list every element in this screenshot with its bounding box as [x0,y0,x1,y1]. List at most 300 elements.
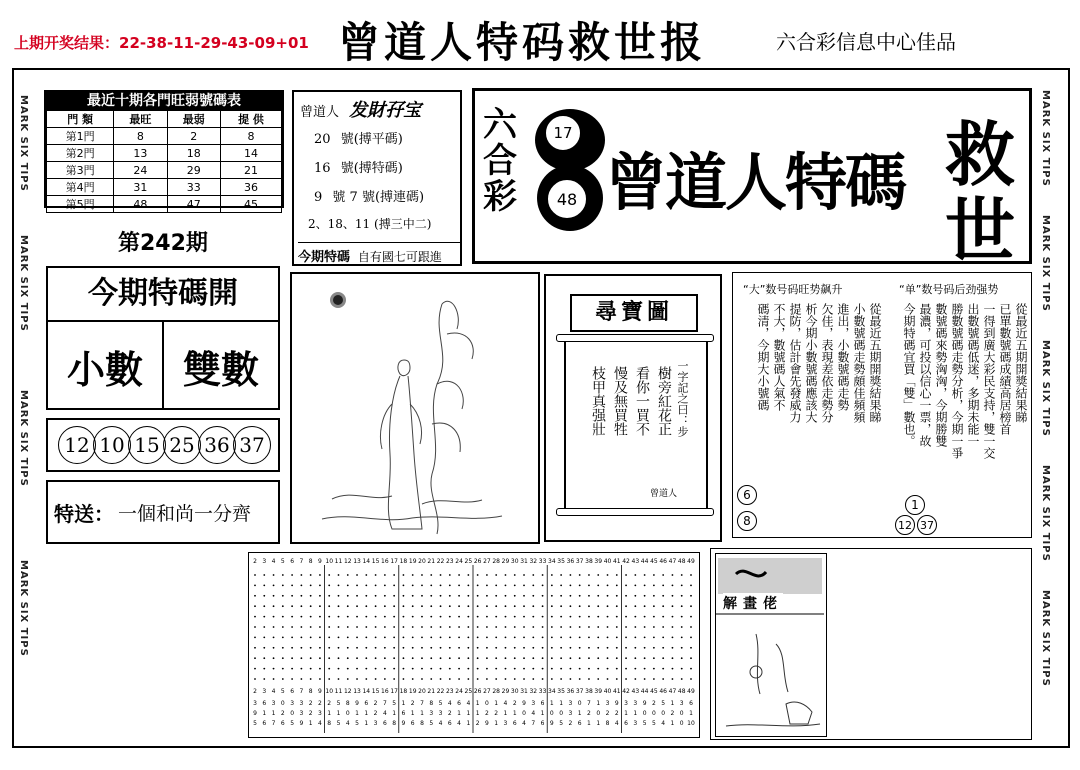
grid-dot [634,668,636,670]
table-cell: 第1門 [47,128,114,145]
grid-number: 1 [596,700,601,707]
grid-dot [384,657,386,659]
grid-dot [347,616,349,618]
grid-dot [300,678,302,680]
grid-dot [310,626,312,628]
fortune-line: 16 號(搏特碼) [314,161,403,176]
grid-tick-label: 25 [464,558,473,565]
grid-dot [597,605,599,607]
treasure-col: 枝甲真强壯 [590,366,606,436]
grid-dot [440,585,442,587]
grid-dot [440,668,442,670]
grid-dot [273,595,275,597]
number-ball: 25 [163,426,201,464]
grid-dot [505,595,507,597]
grid-dot [273,616,275,618]
grid-tick-label: 33 [538,558,547,565]
grid-dot [263,637,265,639]
table-cell: 48 [114,196,167,213]
grid-dot [644,678,646,680]
grid-dot [291,668,293,670]
grid-dot [690,657,692,659]
grid-dot [625,616,627,618]
grid-dot [347,678,349,680]
table-cell: 第5門 [47,196,114,213]
grid-tick-label: 20 [418,688,426,695]
grid-dot [477,668,479,670]
grid-dot [356,657,358,659]
grid-dot [634,605,636,607]
grid-dot [328,668,330,670]
grid-dot [551,574,553,576]
grid-dot [662,626,664,628]
grid-dot [365,637,367,639]
grid-dot [356,647,358,649]
banner-title: 曾道人特碼 [605,146,906,219]
analysis-right-heading: “单”数号码后劲强势 [899,283,999,296]
grid-dot [384,668,386,670]
grid-dot [570,647,572,649]
grid-dot [477,616,479,618]
grid-dot [412,605,414,607]
table-row [47,179,282,196]
table-cell: 36 [220,179,281,196]
grid-dot [551,647,553,649]
grid-tick-label: 36 [566,688,575,695]
grid-dot [579,574,581,576]
grid-number: 7 [587,700,591,707]
grid-number: 4 [614,720,619,727]
grid-dot [542,626,544,628]
grid-dot [607,574,609,576]
grid-dot [458,668,460,670]
grid-dot [356,668,358,670]
grid-dot [393,585,395,587]
grid-dot [560,637,562,639]
grid-number: 8 [327,720,332,727]
grid-number: 0 [577,700,582,707]
grid-dot [291,657,293,659]
grid-tick-label: 7 [299,688,304,695]
grid-number: 1 [410,710,415,717]
grid-number: 3 [271,700,276,707]
grid-dot [588,647,590,649]
grid-dot [477,595,479,597]
grid-dot [263,585,265,587]
grid-dot [560,585,562,587]
grid-dot [449,678,451,680]
grid-dot [532,678,534,680]
grid-dot [356,585,358,587]
grid-dot [495,678,497,680]
grid-tick-label: 12 [343,688,352,695]
grid-tick-label: 28 [492,558,501,565]
grid-number: 2 [485,710,489,717]
grid-dot [273,605,275,607]
grid-dot [597,647,599,649]
grid-tick-label: 48 [677,558,686,565]
grid-dot [449,668,451,670]
grid-dot [542,605,544,607]
prev-result-numbers: 22-38-11-29-43-09+01 [119,34,309,52]
grid-tick-label: 24 [455,688,463,695]
grid-dot [365,585,367,587]
grid-dot [440,616,442,618]
grid-dot [384,647,386,649]
grid-dot [597,637,599,639]
grid-dot [467,626,469,628]
grid-dot [625,585,627,587]
grid-dot [458,637,460,639]
lady-illustration [292,274,538,542]
grid-dot [495,585,497,587]
grid-dot [625,595,627,597]
grid-dot [607,678,609,680]
grid-number: 2 [587,710,591,717]
grid-dot [597,626,599,628]
grid-dot [273,626,275,628]
grid-dot [542,647,544,649]
grid-number: 3 [503,720,508,727]
grid-dot [681,637,683,639]
grid-dot [393,605,395,607]
grid-dot [570,585,572,587]
grid-dot [291,605,293,607]
puzzle-title: 解畫佬 [723,593,783,613]
grid-dot [403,637,405,639]
grid-number: 1 [475,710,480,717]
puzzle-illustration [716,554,824,734]
table-cell: 8 [114,128,167,145]
grid-number: 3 [568,710,573,717]
stats-table-box [44,90,284,211]
grid-tick-label: 43 [631,688,640,695]
analysis-circle: 8 [737,511,757,531]
grid-dot [449,626,451,628]
fortune-box [292,90,462,266]
grid-dot [338,668,340,670]
grid-dot [560,605,562,607]
grid-dot [421,605,423,607]
grid-tick-label: 9 [318,558,322,565]
grid-dot [644,574,646,576]
grid-number: 1 [262,710,267,717]
grid-number: 1 [633,710,638,717]
grid-dot [532,647,534,649]
watermark: MARK SIX TIPS [18,390,29,487]
grid-number: 0 [290,710,295,717]
grid-dot [412,678,414,680]
grid-number: 3 [633,720,638,727]
fortune-line: 20 號(搏平碼) [314,132,403,147]
grid-dot [338,574,340,576]
grid-dot [300,637,302,639]
numbers-box [46,418,280,472]
grid-number: 3 [624,700,628,707]
grid-number: 8 [429,700,434,707]
analysis-right-col: 今期特碼宜買「雙」數也。 [902,303,916,447]
grid-dot [403,668,405,670]
grid-dot [495,595,497,597]
grid-tick-label: 6 [290,688,295,695]
grid-dot [263,668,265,670]
table-cell: 47 [167,196,220,213]
grid-dot [291,647,293,649]
scroll-roll-top [556,334,714,342]
grid-dot [588,605,590,607]
grid-tick-label: 16 [381,558,389,565]
grid-dot [644,616,646,618]
grid-dot [588,657,590,659]
grid-dot [403,647,405,649]
grid-dot [653,605,655,607]
grid-dot [551,626,553,628]
grid-dot [570,616,572,618]
grid-number: 1 [689,710,693,717]
grid-dot [607,668,609,670]
grid-number: 3 [290,700,295,707]
watermark: MARK SIX TIPS [1040,215,1051,312]
grid-dot [588,574,590,576]
grid-tick-label: 20 [418,558,426,565]
grid-dot [690,637,692,639]
grid-dot [662,678,664,680]
grid-dot [347,585,349,587]
grid-dot [254,585,256,587]
analysis-left-col: 從最近五期開獎結果睇 [868,303,882,423]
grid-dot [514,595,516,597]
grid-dot [514,657,516,659]
grid-tick-label: 38 [585,688,593,695]
grid-dot [505,585,507,587]
special-send-label: 特送： [54,501,114,526]
grid-number: 4 [661,720,666,727]
grid-dot [579,647,581,649]
grid-dot [644,626,646,628]
grid-dot [486,657,488,659]
grid-dot [607,626,609,628]
fortune-line: 2、18、11 (搏三中二) [308,217,432,231]
grid-tick-label: 5 [280,688,285,695]
grid-dot [495,657,497,659]
grid-dot [421,647,423,649]
grid-number: 9 [549,720,554,727]
grid-number: 4 [503,700,508,707]
grid-dot [449,595,451,597]
grid-dot [282,626,284,628]
grid-dot [542,595,544,597]
grid-dot [440,647,442,649]
grid-dot [505,616,507,618]
special-open-right: 雙數 [182,347,259,392]
grid-dot [644,637,646,639]
grid-dot [467,585,469,587]
grid-number: 2 [308,710,313,717]
grid-dot [347,657,349,659]
watermark: MARK SIX TIPS [1040,90,1051,187]
grid-dot [282,574,284,576]
grid-dot [514,626,516,628]
analysis-right-col: 已單數號碼成績高居榜首 [998,303,1012,435]
grid-number: 1 [308,720,313,727]
table-header: 最弱 [167,111,220,128]
grid-dot [449,616,451,618]
grid-dot [384,605,386,607]
grid-number: 7 [420,700,424,707]
grid-dot [282,668,284,670]
grid-dot [570,657,572,659]
grid-dot [505,678,507,680]
grid-number: 3 [318,710,322,717]
grid-dot [328,678,330,680]
grid-dot [393,668,395,670]
grid-dot [310,616,312,618]
grid-dot [300,574,302,576]
prev-result [14,32,309,53]
watermark: MARK SIX TIPS [18,95,29,192]
grid-dot [310,595,312,597]
grid-number: 2 [447,710,452,717]
grid-dot [338,637,340,639]
grid-dot [634,616,636,618]
grid-dot [690,616,692,618]
analysis-left-col: 提防，估計會先發威力 [788,303,802,423]
grid-dot [440,605,442,607]
grid-number: 5 [355,720,359,727]
grid-dot [542,585,544,587]
grid-tick-label: 39 [594,688,603,695]
grid-dot [662,595,664,597]
grid-dot [338,616,340,618]
grid-dot [449,637,451,639]
grid-dot [588,626,590,628]
grid-dot [458,626,460,628]
table-cell: 第2門 [47,145,114,162]
table-header: 提 供 [220,111,281,128]
grid-dot [607,647,609,649]
grid-dot [467,616,469,618]
grid-dot [672,647,674,649]
issue-number: 第242期 [118,231,208,256]
grid-dot [560,647,562,649]
grid-dot [365,595,367,597]
grid-dot [347,574,349,576]
grid-dot [300,626,302,628]
grid-number: 3 [299,710,304,717]
grid-dot [300,585,302,587]
grid-dot [375,595,377,597]
grid-dot [514,668,516,670]
grid-tick-label: 47 [668,558,677,565]
puzzle-box [710,548,1032,740]
grid-number: 0 [679,710,684,717]
grid-number: 0 [596,710,601,717]
grid-dot [570,678,572,680]
grid-dot [393,637,395,639]
grid-number: 3 [568,700,573,707]
grid-dot [672,585,674,587]
grid-dot [458,616,460,618]
table-header: 門 類 [47,111,114,128]
grid-number: 0 [642,710,647,717]
grid-dot [421,657,423,659]
grid-dot [393,574,395,576]
grid-dot [514,647,516,649]
grid-dot [523,637,525,639]
special-send-text: 一個和尚一分齊 [118,502,252,525]
grid-number: 1 [466,710,471,717]
grid-number: 4 [522,720,526,727]
grid-number: 2 [670,710,675,717]
grid-tick-label: 26 [473,558,482,565]
grid-dot [356,595,358,597]
grid-number: 6 [382,720,387,727]
grid-tick-label: 41 [612,688,621,695]
grid-dot [579,595,581,597]
grid-dot [263,626,265,628]
grid-number: 2 [475,720,480,727]
grid-dot [254,574,256,576]
grid-tick-label: 14 [362,558,371,565]
grid-tick-label: 33 [538,688,547,695]
grid-tick-label: 26 [473,688,482,695]
grid-dot [458,678,460,680]
grid-dot [254,637,256,639]
grid-dot [588,637,590,639]
analysis-box [732,272,1032,538]
grid-dot [328,657,330,659]
grid-dot [319,668,321,670]
grid-dot [579,668,581,670]
grid-dot [375,574,377,576]
grid-number: 5 [559,720,564,727]
grid-dot [579,626,581,628]
grid-dot [458,595,460,597]
grid-dot [486,647,488,649]
grid-number: 9 [485,720,489,727]
grid-dot [570,574,572,576]
grid-dot [616,657,618,659]
grid-dot [273,647,275,649]
analysis-left-col: 不大，數號碼人氣不 [772,303,786,411]
grid-number: 1 [577,710,582,717]
grid-tick-label: 11 [334,558,343,565]
analysis-circle: 12 [895,515,915,535]
grid-number: 6 [364,700,369,707]
fortune-footer: 今期特碼 自有國七可跟進 [298,242,460,265]
grid-dot [532,605,534,607]
grid-dot [662,668,664,670]
grid-dot [662,574,664,576]
grid-dot [653,668,655,670]
grid-dot [532,657,534,659]
grid-dot [653,585,655,587]
treasure-small: 曾道人 [650,489,678,499]
grid-dot [412,595,414,597]
grid-dot [486,637,488,639]
grid-dot [560,657,562,659]
grid-number: 10 [687,720,695,727]
grid-dot [616,626,618,628]
ball-top: 17 [545,115,581,151]
grid-dot [653,647,655,649]
grid-number: 4 [447,700,452,707]
grid-dot [523,678,525,680]
grid-dot [672,605,674,607]
grid-dot [282,585,284,587]
grid-dot [523,668,525,670]
grid-number: 4 [382,710,387,717]
